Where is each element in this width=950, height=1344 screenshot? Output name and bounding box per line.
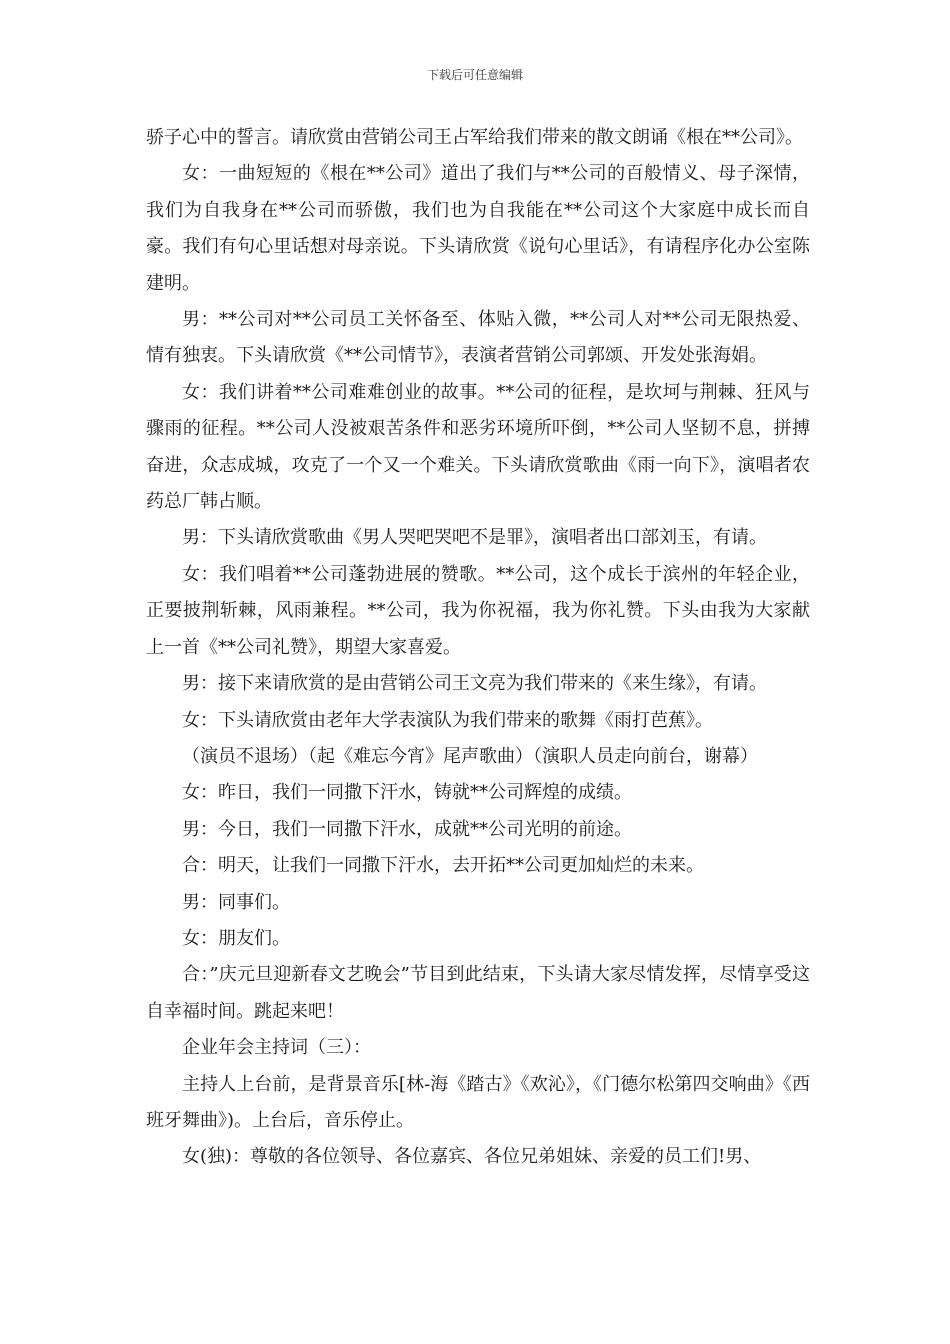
paragraph: 女：朋友们。 bbox=[182, 927, 290, 949]
paragraph: 女(独)：尊敬的各位领导、各位嘉宾、各位兄弟姐妹、亲爱的员工们!男、 bbox=[182, 1146, 762, 1168]
paragraph: 男：下头请欣赏歌曲《男人哭吧哭吧不是罪》，演唱者出口部刘玉，有请。 bbox=[182, 527, 767, 549]
paragraph: 骄子心中的誓言。请欣赏由营销公司王占军给我们带来的散文朗诵《根在**公司》。 bbox=[146, 127, 803, 148]
paragraph: 男：接下来请欣赏的是由营销公司王文亮为我们带来的《来生缘》，有请。 bbox=[182, 673, 767, 695]
document-body bbox=[146, 120, 810, 1176]
paragraph: 男：今日，我们一同撒下汗水，成就**公司光明的前途。 bbox=[182, 818, 632, 840]
paragraph: 合：明天，让我们一同撒下汗水，去开拓**公司更加灿烂的未来。 bbox=[182, 855, 704, 877]
paragraph: 女：一曲短短的《根在**公司》道出了我们与**公司的百般情义、母子深情，我们为自我身在**公司而骄傲，我们也为自我能在**公司这个大家庭中成长而自豪。我们有句心里话想对母亲说。下头请欣赏《说句心里话》，有请程序化办公室陈建明。 bbox=[146, 163, 810, 294]
paragraph: 女：下头请欣赏由老年大学表演队为我们带来的歌舞《雨打芭蕉》。 bbox=[182, 709, 713, 731]
paragraph: 女：我们唱着**公司蓬勃进展的赞歌。**公司，这个成长于滨州的年轻企业，正要披荆斩棘，风雨兼程。**公司，我为你祝福，我为你礼赞。下头由我为大家献上一首《**公司礼赞》，期望大家喜爱。 bbox=[146, 563, 810, 658]
paragraph: 企业年会主持词（三）： bbox=[182, 1037, 371, 1059]
paragraph: 男：同事们。 bbox=[182, 891, 290, 913]
paragraph: 男：**公司对**公司员工关怀备至、体贴入微，**公司人对**公司无限热爱、情有独衷。下头请欣赏《**公司情节》，表演者营销公司郭颂、开发处张海娟。 bbox=[146, 309, 810, 367]
paragraph: 女：我们讲着**公司难难创业的故事。**公司的征程，是坎坷与荆棘、狂风与骤雨的征程。**公司人没被艰苦条件和恶劣环境所吓倒，**公司人坚韧不息，拼搏奋进，众志成城，攻克了一个又一个难关。下头请欣赏歌曲《雨一向下》，演唱者农药总厂韩占顺。 bbox=[146, 381, 810, 513]
paragraph: （演员不退场）（起《难忘今宵》尾声歌曲）（演职人员走向前台，谢幕） bbox=[182, 745, 758, 767]
paragraph: 女：昨日，我们一同撒下汗水，铸就**公司辉煌的成绩。 bbox=[182, 782, 632, 804]
page-header: 下载后可任意编辑 bbox=[426, 68, 523, 82]
paragraph: 主持人上台前，是背景音乐[林-海《踏古》《欢沁》，《门德尔松第四交响曲》《西班牙舞曲》)。上台后，音乐停止。 bbox=[146, 1073, 810, 1131]
paragraph: 合：”庆元旦迎新春文艺晚会”节目到此结束，下头请大家尽情发挥，尽情享受这自幸福时间。跳起来吧！ bbox=[146, 964, 810, 1022]
